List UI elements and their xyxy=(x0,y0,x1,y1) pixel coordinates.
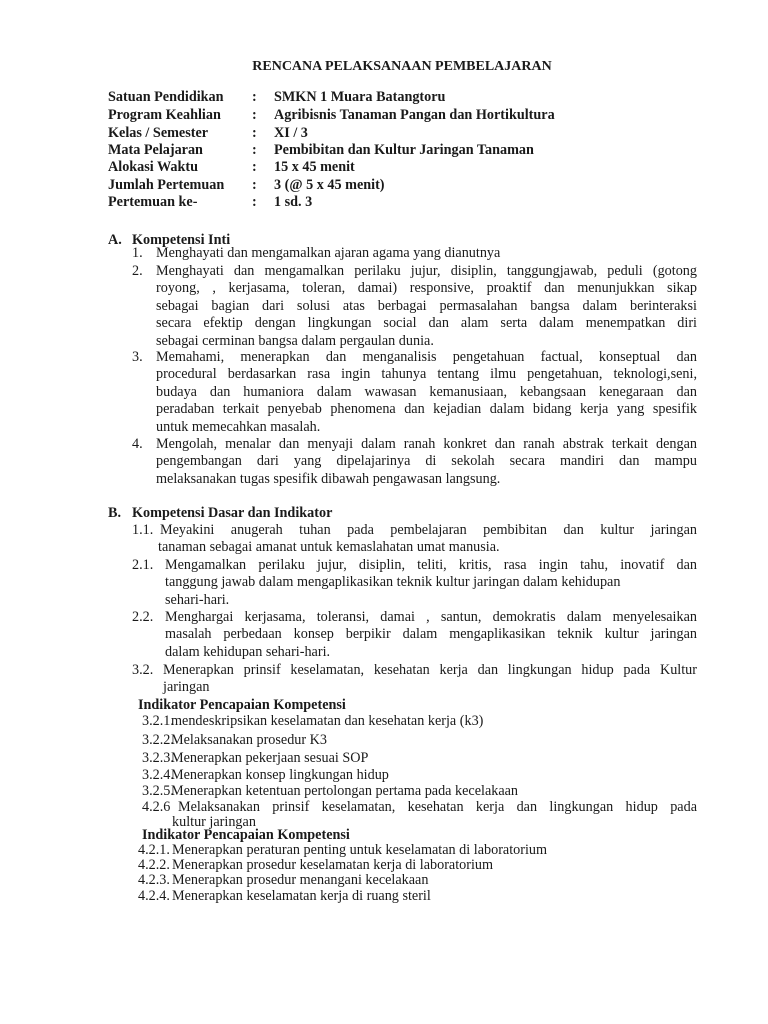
indicator-text: kultur jaringan xyxy=(172,813,256,830)
info-value: 15 x 45 menit xyxy=(274,159,355,175)
indicator-text: Menerapkan prosedur menangani kecelakaan xyxy=(172,872,429,888)
info-label: Pertemuan ke- xyxy=(108,194,198,210)
info-colon: : xyxy=(252,89,257,105)
list-item-text: Menghargai kerjasama, toleransi, damai , santun, demokratis dalam menyelesaikan xyxy=(165,609,697,625)
list-item-text: Mengamalkan perilaku jujur, disiplin, teliti, kritis, rasa ingin tahu, inovatif dan xyxy=(165,557,697,573)
indicator-number: 4.2.3. xyxy=(138,872,170,888)
indicator-number: 3.2.2. xyxy=(142,732,174,748)
indicator-text: Melaksanakan prinsif keselamatan, kesehatan kerja dan lingkungan hidup pada xyxy=(178,799,697,815)
info-colon: : xyxy=(252,107,257,123)
list-item-text: jaringan xyxy=(163,679,210,696)
list-item-text: tanaman sebagai amanat untuk kemaslahatan umat manusia. xyxy=(158,539,500,556)
list-item-number: 2.2. xyxy=(132,609,154,625)
info-colon: : xyxy=(252,159,257,175)
indicator-number: 4.2.4. xyxy=(138,888,170,904)
info-colon: : xyxy=(252,177,257,193)
indicator-heading: Indikator Pencapaian Kompetensi xyxy=(138,697,346,713)
list-item-text: tanggung jawab dalam mengaplikasikan teknik kultur jaringan dalam kehidupan xyxy=(165,574,621,591)
indicator-text: Menerapkan prosedur keselamatan kerja di laboratorium xyxy=(172,857,494,873)
list-item-text: masalah perbedaan konsep berpikir dalam mengaplikasikan teknik kultur jaringan xyxy=(165,626,697,643)
indicator-number: 4.2.1. xyxy=(138,842,170,858)
section-heading: Kompetensi Dasar dan Indikator xyxy=(132,505,333,521)
indicator-number: 3.2.4. xyxy=(142,767,174,783)
list-item-text: Menghayati dan mengamalkan ajaran agama yang dianutnya xyxy=(156,245,501,261)
list-item-number: 3.2. xyxy=(132,662,154,678)
list-item-number: 2. xyxy=(132,263,143,279)
indicator-text: Menerapkan konsep lingkungan hidup xyxy=(171,767,389,783)
info-value: XI / 3 xyxy=(274,125,308,141)
section-letter: B. xyxy=(108,505,122,521)
info-colon: : xyxy=(252,142,257,158)
list-item-text: untuk memecahkan masalah. xyxy=(156,418,321,435)
list-item-number: 4. xyxy=(132,436,143,452)
section-heading: Kompetensi Inti xyxy=(132,232,231,248)
info-value: Agribisnis Tanaman Pangan dan Hortikultura xyxy=(274,107,555,123)
document-title: RENCANA PELAKSANAAN PEMBELAJARAN xyxy=(252,59,552,74)
info-value: 1 sd. 3 xyxy=(274,194,313,210)
info-label: Alokasi Waktu xyxy=(108,159,199,175)
list-item-number: 1. xyxy=(132,245,143,261)
list-item-text: Mengolah, menalar dan menyaji dalam ranah konkret dan ranah abstrak terkait dengan xyxy=(156,436,697,452)
list-item-text: budaya dan humaniora dalam wawasan kemanusiaan, kebangsaan kenegaraan dan xyxy=(156,383,697,400)
list-item-text: sebagai cerminan bangsa dalam pergaulan dunia. xyxy=(156,332,434,349)
info-colon: : xyxy=(252,194,257,210)
info-label: Kelas / Semester xyxy=(108,125,209,141)
indicator-number: 4.2.6 xyxy=(142,799,171,815)
list-item-number: 2.1. xyxy=(132,557,154,573)
list-item-text: Menghayati dan mengamalkan perilaku jujur, disiplin, tanggungjawab, peduli (gotong xyxy=(156,263,697,279)
list-item-text: Menerapkan prinsif keselamatan, kesehatan kerja dan lingkungan hidup pada Kultur xyxy=(163,662,697,678)
indicator-number: 3.2.3. xyxy=(142,750,174,766)
indicator-number: 3.2.5. xyxy=(142,783,174,799)
list-item-text: royong, , kerjasama, toleran, damai) responsive, proaktif dan menunjukkan sikap xyxy=(156,280,697,297)
info-label: Mata Pelajaran xyxy=(108,142,203,158)
indicator-number: 3.2.1. xyxy=(142,713,174,729)
indicator-text: mendeskripsikan keselamatan dan kesehatan kerja (k3) xyxy=(171,713,484,729)
info-value: Pembibitan dan Kultur Jaringan Tanaman xyxy=(274,142,534,158)
info-label: Program Keahlian xyxy=(108,107,221,123)
list-item-text: pengembangan dari yang dipelajarinya di sekolah secara mandiri dan mampu xyxy=(156,453,697,470)
list-item-text: Meyakini anugerah tuhan pada pembelajaran pembibitan dan kultur jaringan xyxy=(160,522,697,538)
indicator-heading: Indikator Pencapaian Kompetensi xyxy=(142,827,350,843)
list-item-text: secara efektip dengan lingkungan social dan alam serta dalam menempatkan diri xyxy=(156,315,697,332)
list-item-text: dalam kehidupan sehari-hari. xyxy=(165,643,331,660)
indicator-text: Menerapkan ketentuan pertolongan pertama pada kecelakaan xyxy=(171,783,519,799)
list-item-number: 3. xyxy=(132,349,143,365)
list-item-number: 1.1. xyxy=(132,522,154,538)
list-item-text: sebagai bagian dari solusi atas berbagai permasalahan bangsa dalam berinteraksi xyxy=(156,297,697,314)
info-value: SMKN 1 Muara Batangtoru xyxy=(274,89,446,105)
list-item-text: melaksanakan tugas spesifik dibawah pengawasan langsung. xyxy=(156,470,501,487)
section-letter: A. xyxy=(108,232,122,248)
list-item-text: Memahami, menerapkan dan menganalisis pengetahuan factual, konseptual dan xyxy=(156,349,697,365)
indicator-text: Melaksanakan prosedur K3 xyxy=(171,732,328,748)
info-label: Satuan Pendidikan xyxy=(108,89,224,105)
list-item-text: sehari-hari. xyxy=(165,591,230,608)
indicator-text: Menerapkan keselamatan kerja di ruang steril xyxy=(172,888,431,904)
indicator-number: 4.2.2. xyxy=(138,857,170,873)
list-item-text: procedural berdasarkan rasa ingin tahunya tentang ilmu pengetahuan, teknologi,seni, xyxy=(156,366,697,383)
info-value: 3 (@ 5 x 45 menit) xyxy=(274,177,385,193)
list-item-text: peradaban terkait penyebab phenomena dan kejadian dalam bidang kerja yang spesifik xyxy=(156,401,697,418)
info-colon: : xyxy=(252,125,257,141)
indicator-text: Menerapkan pekerjaan sesuai SOP xyxy=(171,750,369,766)
info-label: Jumlah Pertemuan xyxy=(108,177,225,193)
indicator-text: Menerapkan peraturan penting untuk keselamatan di laboratorium xyxy=(172,842,548,858)
